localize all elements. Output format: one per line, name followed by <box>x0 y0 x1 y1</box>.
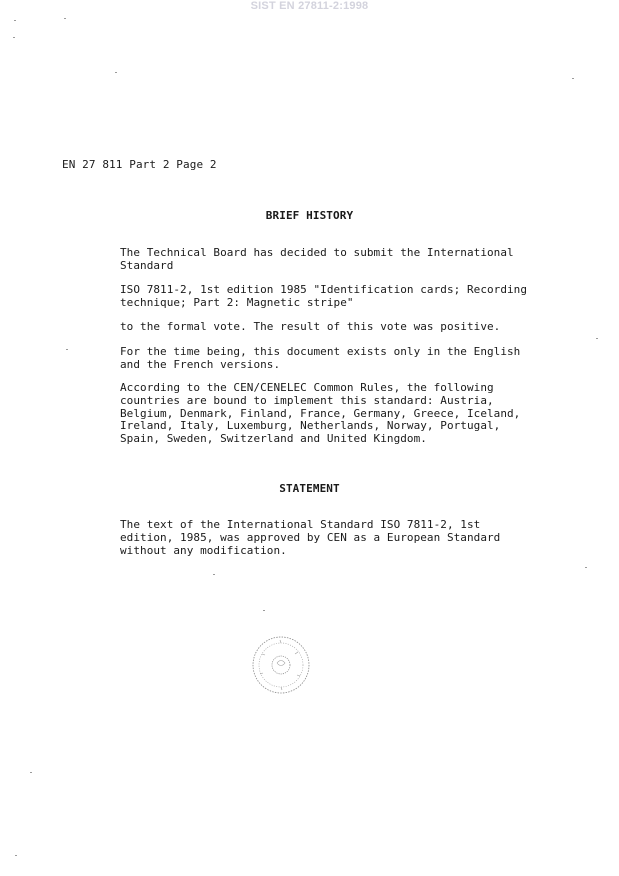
brief-history-title-text: BRIEF HISTORY <box>265 209 354 222</box>
watermark: SIST EN 27811-2:1998 <box>250 0 369 12</box>
history-paragraph-5: According to the CEN/CENELEC Common Rules, the following countries are bound to implement this standard: Austria, Belgium, Denmark, Finland, France, Germany, Greece, Iceland, Ireland, Italy, Luxemburg, Netherlands, Norway, Portugal, Spain, Sweden, Switzerland and United Kingdom. <box>120 381 521 446</box>
scan-speck <box>596 338 598 339</box>
statement-paragraph: The text of the International Standard ISO 7811-2, 1st edition, 1985, was approved by CEN as a European Standard without any modification. <box>120 518 501 557</box>
scan-speck <box>572 78 574 79</box>
scan-speck <box>14 20 16 21</box>
statement-title <box>0 482 619 495</box>
scan-speck <box>66 349 68 350</box>
scan-speck <box>13 37 15 38</box>
scan-speck <box>263 610 265 611</box>
scan-speck <box>585 567 587 568</box>
page-header: EN 27 811 Part 2 Page 2 <box>62 158 217 171</box>
history-paragraph-3: to the formal vote. The result of this vote was positive. <box>120 320 501 333</box>
official-stamp-icon <box>250 634 312 696</box>
scan-speck <box>64 18 66 19</box>
scan-speck <box>213 574 215 575</box>
scan-speck <box>30 772 32 773</box>
scan-speck <box>15 855 17 856</box>
scan-speck <box>115 72 117 73</box>
history-paragraph-2: ISO 7811-2, 1st edition 1985 "Identification cards; Recording technique; Part 2: Magnetic stripe" <box>120 283 528 309</box>
history-paragraph-4: For the time being, this document exists only in the English and the French versions. <box>120 345 521 371</box>
history-paragraph-1: The Technical Board has decided to submit the International Standard <box>120 246 514 272</box>
brief-history-title <box>0 209 619 222</box>
statement-title-text: STATEMENT <box>279 482 340 495</box>
